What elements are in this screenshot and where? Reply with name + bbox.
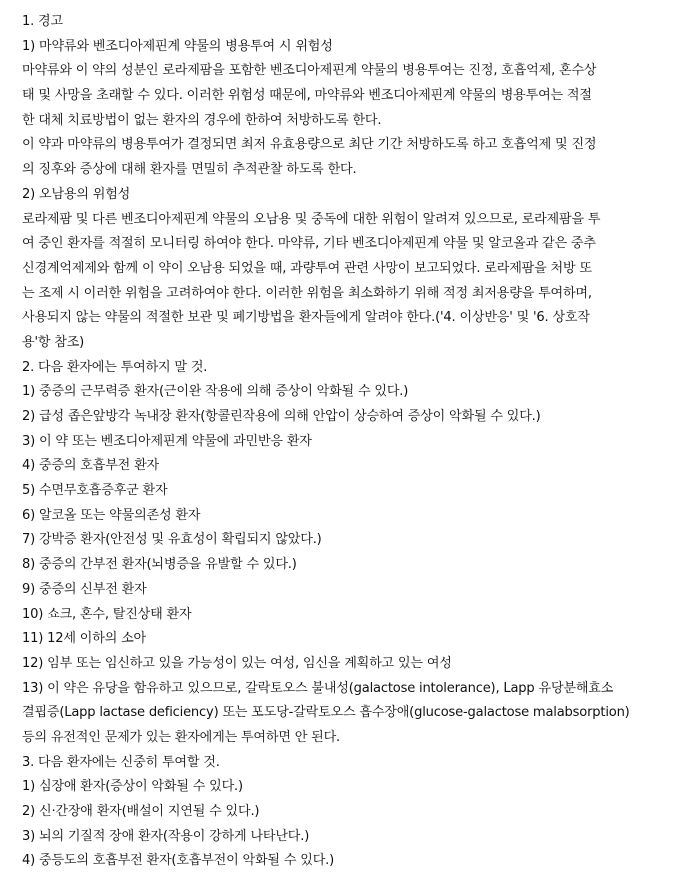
paragraph-line: 사용되지 않는 약물의 적절한 보관 및 폐기방법을 환자들에게 알려야 한다.('4. 이상반응' 및 '6. 상호작: [22, 310, 590, 326]
list-item: 9) 중증의 신부전 환자: [22, 581, 147, 597]
list-item: 3) 이 약 또는 벤조디아제핀계 약물에 과민반응 환자: [22, 433, 312, 449]
list-item-continuation: 결핍증(Lapp lactase deficiency) 또는 포도당-갈락토오스 흡수장애(glucose-galactose malabsorption): [22, 705, 630, 721]
section-heading: 2. 다음 환자에는 투여하지 말 것.: [22, 359, 208, 375]
list-item: 1) 심장애 환자(증상이 악화될 수 있다.): [22, 779, 243, 795]
subsection-heading: 1) 마약류와 벤조디아제핀계 약물의 병용투여 시 위험성: [22, 38, 333, 54]
list-item: 4) 중등도의 호흡부전 환자(호흡부전이 악화될 수 있다.): [22, 853, 335, 869]
paragraph-line: 마약류와 이 약의 성분인 로라제팜을 포함한 벤조디아제핀계 약물의 병용투여는 진정, 호흡억제, 혼수상: [22, 63, 597, 79]
section-heading: 3. 다음 환자에는 신중히 투여할 것.: [22, 754, 220, 770]
list-item-continuation: 등의 유전적인 문제가 있는 환자에게는 투여하면 안 된다.: [22, 729, 341, 745]
paragraph-line: 는 조제 시 이러한 위험을 고려하여야 한다. 이러한 위험을 최소화하기 위해 적정 최저용량을 투여하며,: [22, 285, 592, 301]
list-item: 3) 뇌의 기질적 장애 환자(작용이 강하게 나타난다.): [22, 828, 310, 844]
list-item: 1) 중증의 근무력증 환자(근이완 작용에 의해 증상이 악화될 수 있다.): [22, 384, 409, 400]
list-item: 13) 이 약은 유당을 함유하고 있으므로, 갈락토오스 불내성(galactose intolerance), Lapp 유당분해효소: [22, 680, 614, 696]
paragraph-line: 이 약과 마약류의 병용투여가 결정되면 최저 유효용량으로 최단 기간 처방하도록 하고 호흡억제 및 진정: [22, 137, 597, 153]
paragraph-line: 여 중인 환자를 적절히 모니터링 하여야 한다. 마약류, 기타 벤조디아제핀계 약물 및 알코올과 같은 중추: [22, 236, 596, 252]
list-item: 6) 알코올 또는 약물의존성 환자: [22, 507, 201, 523]
subsection-heading: 2) 오남용의 위험성: [22, 186, 131, 202]
list-item: 5) 수면무호흡증후군 환자: [22, 483, 168, 499]
list-item: 12) 임부 또는 임신하고 있을 가능성이 있는 여성, 임신을 계획하고 있는 여성: [22, 655, 452, 671]
list-item: 2) 급성 좁은앞방각 녹내장 환자(항콜린작용에 의해 안압이 상승하여 증상이 악화될 수 있다.): [22, 409, 541, 424]
paragraph-line: 용'항 참조): [22, 334, 85, 350]
section-heading: 1. 경고: [22, 14, 63, 29]
list-item: 2) 신·간장애 환자(배설이 지연될 수 있다.): [22, 804, 260, 819]
list-item: 8) 중증의 간부전 환자(뇌병증을 유발할 수 있다.): [22, 557, 297, 573]
list-item: 10) 쇼크, 혼수, 탈진상태 환자: [22, 606, 192, 622]
list-item: 11) 12세 이하의 소아: [22, 631, 147, 647]
paragraph-line: 로라제팜 및 다른 벤조디아제핀계 약물의 오남용 및 중독에 대한 위험이 알려져 있으므로, 로라제팜을 투: [22, 211, 601, 227]
list-item: 7) 강박증 환자(안전성 및 유효성이 확립되지 않았다.): [22, 532, 322, 548]
paragraph-line: 신경계억제제와 함께 이 약이 오남용 되었을 때, 과량투여 관련 사망이 보고되었다. 로라제팜을 처방 또: [22, 260, 592, 276]
paragraph-line: 태 및 사망을 초래할 수 있다. 이러한 위험성 때문에, 마약류와 벤조디아제핀계 약물의 병용투여는 적절: [22, 88, 592, 104]
list-item: 4) 중증의 호흡부전 환자: [22, 458, 159, 474]
paragraph-line: 한 대체 치료방법이 없는 환자의 경우에 한하여 처방하도록 한다.: [22, 112, 382, 128]
paragraph-line: 의 징후와 증상에 대해 환자를 면밀히 추적관찰 하도록 한다.: [22, 162, 357, 178]
document-body: [22, 10, 684, 874]
